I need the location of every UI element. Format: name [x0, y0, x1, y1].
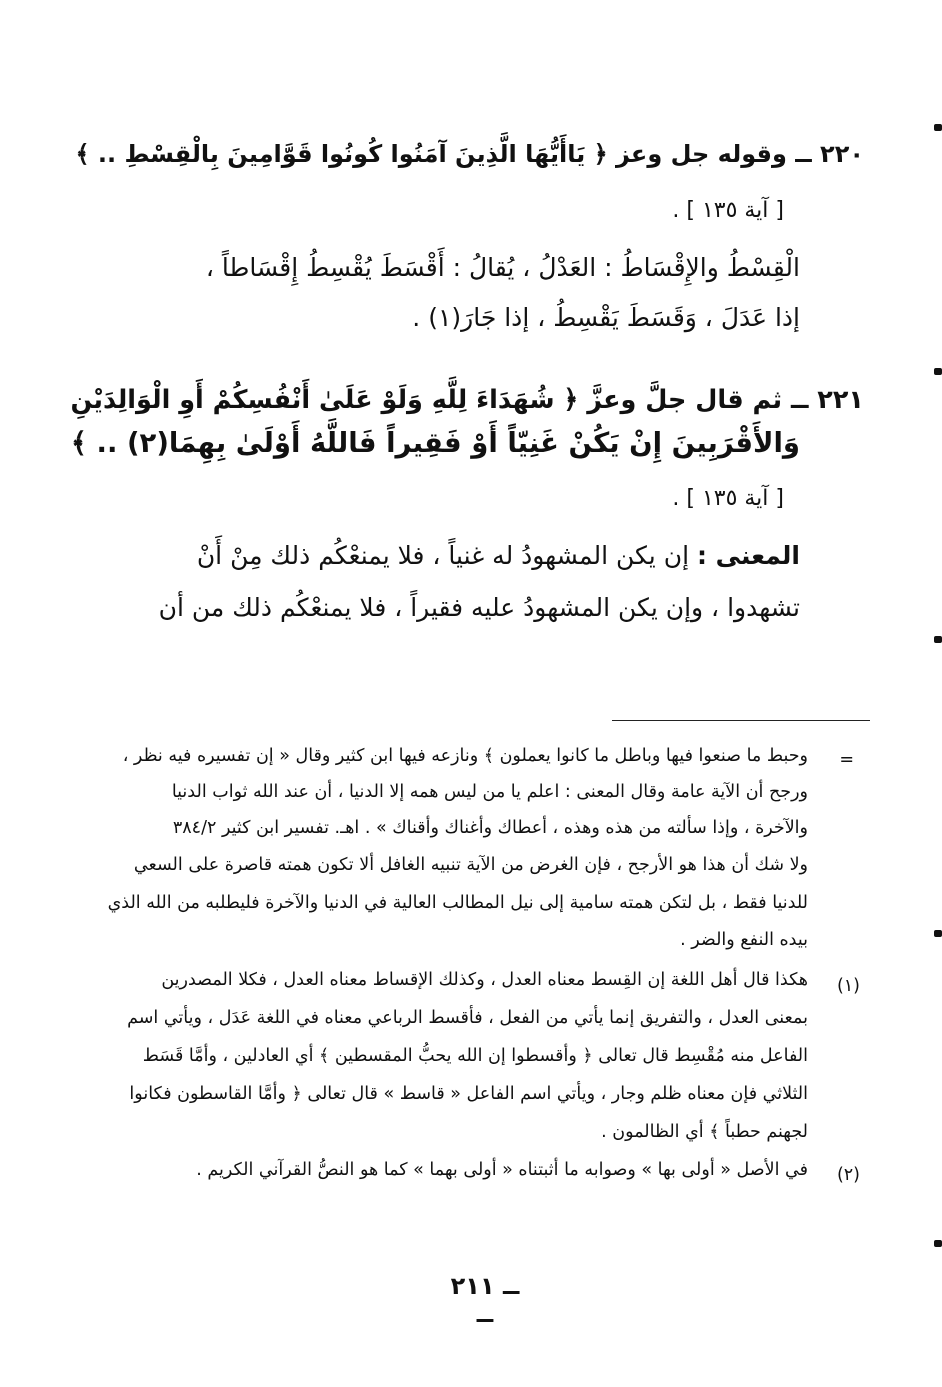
footnote-2-marker: (٢) [836, 1165, 860, 1185]
entry-221-verse-ref: [ آية ١٣٥ ] . [672, 486, 784, 511]
footnote-1-line-4: الثلاثي فإن معناه ظلم وجار ، ويأتي اسم الفاعل « قاسط » قال تعالى ﴿ وأمَّا القاسطون فكانوا [129, 1084, 808, 1104]
page-number: ــ ٢١١ ــ [450, 1272, 520, 1328]
entry-220-explanation-line-2: إذا عَدَلَ ، وَقَسَطَ يَقْسِطُ ، إذا جَارَ(١) . [412, 303, 800, 332]
explanation-text: إن يكن المشهودُ له غنياً ، فلا يمنعْكُم ذلك مِنْ أَنْ [196, 541, 690, 570]
entry-220-verse-ref: [ آية ١٣٥ ] . [672, 198, 784, 223]
footnote-continuation-line-2: ورجح أن الآية عامة وقال المعنى : اعلم يا من ليس همه إلا الدنيا ، أن عند الله ثواب الدنيا [171, 782, 808, 802]
footnote-1-line-5: لجهنم حطباً ﴾ أي الظالمون . [601, 1122, 808, 1142]
entry-221-explanation-line-2: تشهدوا ، وإن يكن المشهودُ عليه فقيراً ، فلا يمنعْكُم ذلك من أن [158, 593, 800, 622]
footnote-1-line-2: بمعنى العدل ، والتفريق إنما يأتي من الفعل ، فأقسط الرباعي معناه في اللغة عَدَل ، ويأتي اسم [127, 1008, 808, 1028]
entry-220-heading: ٢٢٠ ــ وقوله جل وعز ﴿ يَاأَيُّهَا الَّذِينَ آمَنُوا كُونُوا قَوَّامِينَ بِالْقِسْطِ .. ﴾ [75, 140, 864, 168]
edge-mark [934, 124, 942, 131]
footnote-continuation-line-1: وحبط ما صنعوا فيها وباطل ما كانوا يعملون ﴾ ونازعه فيها ابن كثير وقال « إن تفسيره فيه نظر ، [122, 746, 808, 766]
footnote-1-line-1: هكذا قال أهل اللغة إن القِسط معناه العدل ، وكذلك الإقساط معناه العدل ، فكلا المصدرين [161, 970, 808, 990]
footnote-1-marker: (١) [836, 976, 860, 996]
footnote-2-line-1: في الأصل « أولى بها » وصوابه ما أثبتناه « أولى بهما » كما هو النصُّ القرآني الكريم . [196, 1160, 808, 1180]
entry-221-explanation-line-1 [197, 541, 800, 570]
edge-mark [934, 930, 942, 937]
footnote-1-line-3: الفاعل منه مُقْسِط قال تعالى ﴿ وأقسطوا إن الله يحبُّ المقسطين ﴾ أي العادلين ، وأمَّا قَسَط [142, 1046, 808, 1066]
entry-221-heading: ٢٢١ ــ ثم قال جلَّ وعزَّ ﴿ شُهَدَاءَ لِلَّهِ وَلَوْ عَلَىٰ أَنْفُسِكُمْ أَوِ الْوَالِدَيْنِ [70, 385, 864, 415]
footnote-separator [612, 720, 870, 721]
footnote-continuation-line-4: ولا شك أن هذا هو الأرجح ، فإن الغرض من الآية تنبيه الغافل ألا تكون همته قاصرة على السعي [133, 855, 808, 875]
footnote-continuation-line-5: للدنيا فقط ، بل لتكن همته سامية إلى نيل المطالب العالية في الدنيا والآخرة فليطلبه من الله الذي [107, 893, 808, 913]
entry-221-heading-line-2: وَالأَقْرَبِينَ إِنْ يَكُنْ غَنِيّاً أَوْ فَقِيراً فَاللَّهُ أَوْلَىٰ بِهِمَا(٢) .. ﴾ [70, 427, 800, 459]
footnote-continuation-line-3: والآخرة ، وإذا سألته من هذه وهذه ، أعطاك وأغناك وأقناك » . اهـ. تفسير ابن كثير ٣٨٤/٢ [172, 818, 808, 838]
explanation-lead: المعنى : [696, 541, 800, 570]
footnote-continuation-marker: = [839, 750, 854, 770]
entry-220-explanation-line-1: الْقِسْطُ والإِقْسَاطُ : العَدْلُ ، يُقالُ : أَقْسَطَ يُقْسِطُ إِقْسَاطاً ، [205, 253, 800, 282]
edge-mark [934, 1240, 942, 1247]
footnote-continuation-line-6: بيده النفع والضر . [680, 930, 808, 950]
edge-mark [934, 368, 942, 375]
edge-mark [934, 636, 942, 643]
